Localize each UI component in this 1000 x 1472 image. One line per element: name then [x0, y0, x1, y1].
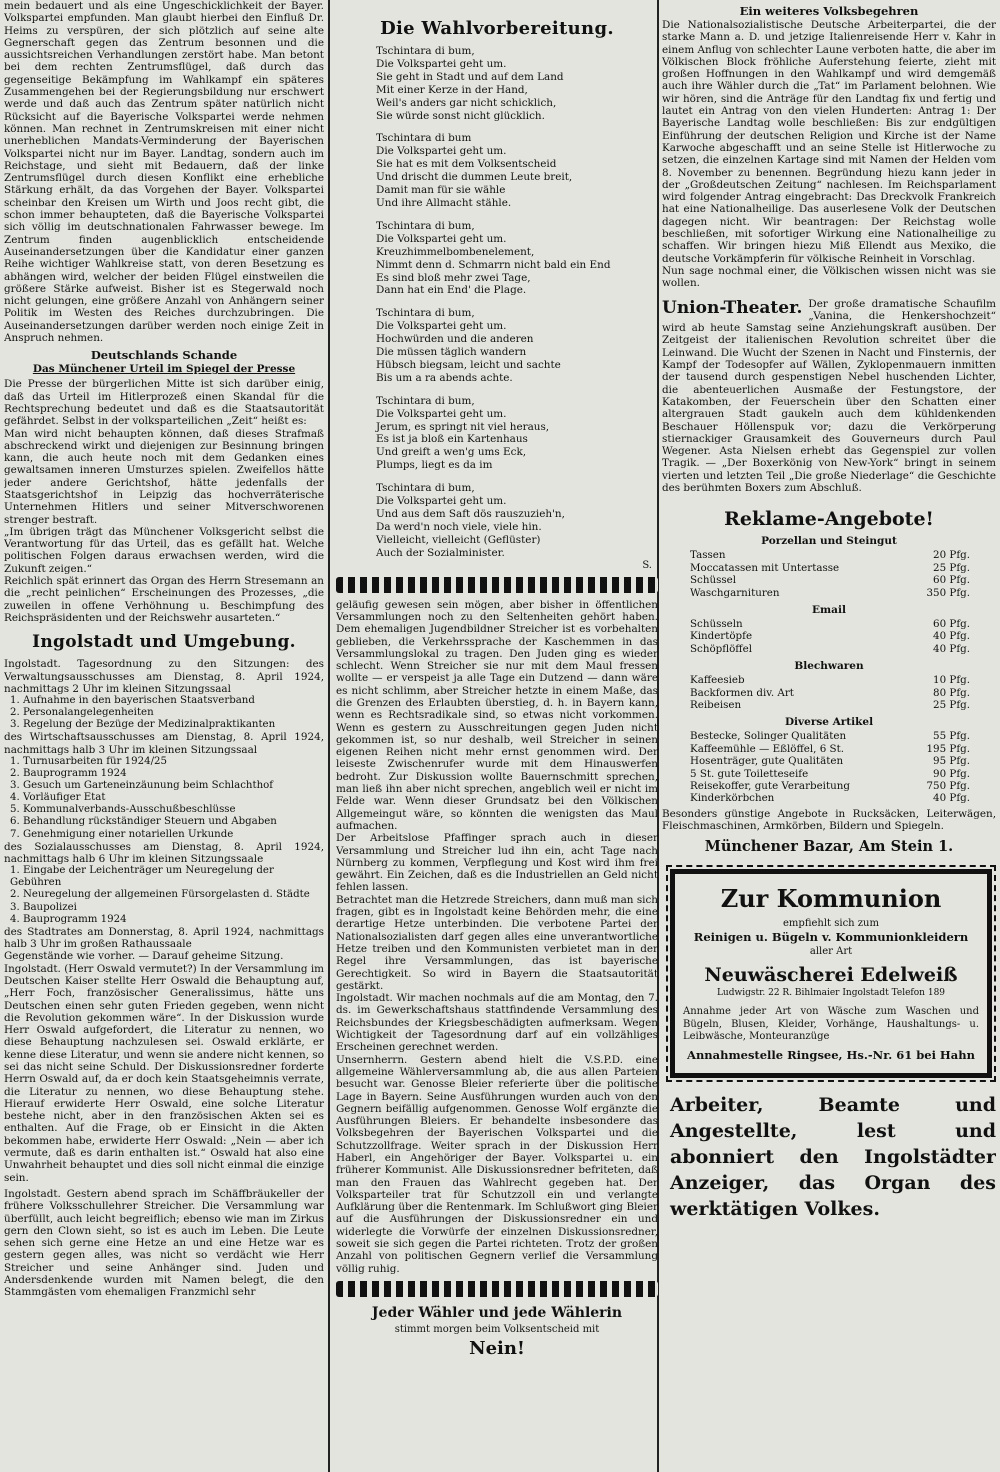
item-price: 40 Pfg. [933, 642, 970, 655]
item-name: Tassen [690, 549, 726, 562]
poem-line: Die Volkspartei geht um. [376, 495, 507, 508]
poem-line: Die Volkspartei geht um. [376, 57, 507, 70]
agenda-intro: des Wirtschaftsausschusses am Dienstag, 8. April 1924, nachmittags halb 3 Uhr im kleinen Sitzungssaal [4, 731, 324, 756]
item-name: 5 St. gute Toiletteseife [690, 767, 809, 780]
paragraph: Die Presse der bürgerlichen Mitte ist sich darüber einig, daß das Urteil im Hitlerprozeß einen Skandal für die Rechtsprechung bedeutet und daß es die Staatsautorität gefährdet. Selbst in der volksparteilichen „Zeit“ heißt es: [4, 378, 324, 428]
poem-line: Und aus dem Saft dös rauszuzieh'n, [376, 508, 565, 520]
poem-line: Nimmt denn d. Schmarrn nicht bald ein End [376, 258, 611, 271]
poem-line: Auch der Sozialminister. [376, 546, 505, 559]
item-name: Backformen div. Art [690, 686, 794, 699]
ad-item [662, 643, 996, 655]
item-price: 10 Pfg. [933, 674, 970, 687]
poem-line: Und greift a wen'g ums Eck, [376, 446, 527, 459]
poem-line: Tschintara di bum [376, 132, 472, 145]
poem-line: Tschintara di bum, [376, 45, 475, 57]
vote-call-line: Jeder Wähler und jede Wählerin [371, 1304, 623, 1321]
agenda-item: 2. Neuregelung der allgemeinen Fürsorgelasten d. Städte [10, 889, 310, 901]
poem-line: Dann hat ein End' die Plage. [376, 284, 527, 297]
section-title-schande: Deutschlands Schande [90, 348, 238, 363]
poem-line: Damit man für sie wähle [376, 184, 506, 197]
item-name: Kaffeemühle — Eßlöffel, 6 St. [690, 742, 845, 755]
paragraph-oswald: Ingolstadt. (Herr Oswald vermutet?) In der Versammlung im Deutschen Kaiser stellte Herr Oswald die Behauptung auf, „Herr Foch, französischer Generalissimus, hätte uns Deutschen einen sehr guten Frieden gegeben, wenn nicht die Revolution gekommen wäre“. In der Diskussion wurde Herr Oswald aufgefordert, die Literatur zu nennen, wo diese Behauptung nachzulesen sei. Oswald erklärte, er kenne diese Literatur, und wenn sie andere nicht kennen, so sei das nicht seine Schuld. Der Diskussionsredner forderte Herrn Oswald auf, da er doch kein Staatsgeheimnis verrate, die Literatur zu nennen, wo diese Behauptung stehe. Hierauf erwiderte Herr Oswald, eine solche Literatur bestehe nicht, aber in den französischen Akten sei es enthalten. Auf die Frage, ob er Einsicht in die Akten bekommen habe, erwiderte Herr Oswald: „Nein — aber ich vermute, daß es darin enthalten ist.“ Oswald hat also eine Unwahrheit behauptet und dies soll nicht einmal die einzige sein. [4, 962, 324, 1184]
item-name: Kinderkörbchen [690, 792, 775, 805]
ornament-divider [336, 577, 658, 593]
vote-call-line: stimmt morgen beim Volksentscheid mit [394, 1323, 600, 1335]
item-price: 90 Pfg. [933, 767, 970, 780]
ad-kommunion [670, 869, 992, 1078]
poem-line: Tschintara di bum, [376, 394, 475, 407]
ad-category: Diverse Artikel [784, 716, 874, 729]
agenda-item: 2. Personalangelegenheiten [10, 707, 154, 719]
poem-line: Tschintara di bum, [376, 307, 475, 320]
poem-line: Die Volkspartei geht um. [376, 145, 507, 158]
theater-name: Union-Theater. [662, 297, 803, 318]
item-name: Kindertöpfe [690, 630, 753, 643]
ad-item [662, 549, 996, 561]
item-price: 40 Pfg. [933, 792, 970, 805]
ad-item [662, 574, 996, 586]
poem-line: Tschintara di bum, [376, 482, 475, 495]
ad-annahme: Annahmestelle Ringsee, Hs.-Nr. 61 bei Hahn [687, 1047, 975, 1062]
poem-line: Es ist ja bloß ein Kartenhaus [376, 433, 528, 446]
item-name: Reibeisen [690, 698, 742, 711]
item-name: Moccatassen mit Untertasse [690, 561, 840, 574]
poem-line: Es sind bloß mehr zwei Tage, [376, 271, 531, 284]
item-price: 40 Pfg. [933, 630, 970, 643]
ad-item [662, 562, 996, 574]
agenda-item: 3. Gesuch um Garteneinzäunung beim Schlachthof [10, 780, 274, 792]
article-intro: mein bedauert und als eine Ungeschicklichkeit der Bayer. Volkspartei empfunden. Man glaubt hierbei den Einfluß Dr. Heims zu verspüren, der sich plötzlich auf seine alte Gegnerschaft gegen das Zentrum besonnen und die aussichtsreichen Verhandlungen zerstört habe. Man betont bei dem rechten Zentrumsflügel, daß durch das gegenseitige Bekämpfung im Wahlkampf ein späteres Zusammengehen bei der Regierungsbildung nur erschwert werde und daß auch das Zentrum später natürlich nicht Rücksicht auf die Bayerische Volkspartei werde nehmen können. Man rechnet in Zentrumskreisen mit einer nicht unerheblichen Mandats-Verminderung der Bayerischen Volkspartei nicht nur im Bayer. Landtag, sondern auch im Reichstage, und sieht mit Bedauern, daß der linke Zentrumsflügel durch diesen Konflikt eine erhebliche Stärkung erhält, da das Vorgehen der Bayer. Volkspartei scheinbar den Kreisen um Wirth und Joos recht gibt, die schon immer behaupteten, daß die Bayerische Volkspartei sich völlig im deutschnationalen Fahrwasser bewege. Im Zentrum finden augenblicklich entscheidende Auseinandersetzungen über die Kandidatur einer ganzen Reihe wichtiger Wahlkreise statt, von deren Besetzung es abhängen wird, welcher der beiden Flügel einstweilen die größere Stärke aufweist. Bisher ist es Stegerwald noch nicht gelungen, eine größere Anzahl von Anhängern seiner Politik im Westen des Reiches durchzubringen. Die Auseinandersetzungen darüber werden noch einige Zeit in Anspruch nehmen. [4, 0, 324, 345]
poem-line: Tschintara di bum, [376, 219, 475, 232]
ad-note: Besonders günstige Angebote in Rucksäcken, Leiterwägen, Fleischmaschinen, Armkörben, Bildern und Spiegeln. [662, 807, 996, 833]
agenda-item: 1. Aufnahme in den bayerischen Staatsverband [10, 695, 255, 707]
section-title-volksbegehren: Ein weiteres Volksbegehren [739, 4, 919, 18]
ad-text: Annahme jeder Art von Wäsche zum Waschen und Bügeln, Blusen, Kleider, Vorhänge, Haushaltungs- u. Leibwäsche, Monteuranzüge [683, 1006, 979, 1043]
poem-line: Jerum, es springt nit viel heraus, [376, 420, 550, 433]
agenda-intro: des Stadtrates am Donnerstag, 8. April 1924, nachmittags halb 3 Uhr im großen Rathaussaale [4, 925, 324, 951]
agenda-item: 4. Bauprogramm 1924 [10, 913, 127, 925]
ad-item [662, 755, 996, 767]
ad-subscribe: Arbeiter, Beamte und Angestellte, lest und abonniert den Ingolstädter Anzeiger, das Organ des werktätigen Volkes. [670, 1093, 996, 1220]
poem-line: Plumps, liegt es da im [376, 459, 493, 472]
agenda-item: 7. Genehmigung einer notariellen Urkunde [10, 828, 234, 840]
agenda-item: 3. Baupolizei [10, 901, 77, 913]
poem-line: Die müssen täglich wandern [376, 346, 527, 359]
ad-line: empfiehlt sich zum [783, 918, 879, 930]
agenda-item: 1. Eingabe der Leichenträger um Neuregelung der Gebühren [10, 865, 274, 889]
poem-line: Und ihre Allmacht stähle. [376, 196, 512, 209]
paragraph: Reichlich spät erinnert das Organ des Herrn Stresemann an die „recht peinlichen“ Erscheinungen des Prozesses, „die zuweilen in offene Verhöhnung u. Beschimpfung des Reichspräsidenten und der Reichswehr ausarteten.“ [4, 575, 324, 624]
agenda-item: 3. Regelung der Bezüge der Medizinalpraktikanten [10, 719, 276, 731]
column-left [4, 0, 324, 1472]
column-rule [328, 0, 330, 1472]
poem-signature: S. [642, 559, 652, 571]
ad-line: Reinigen u. Bügeln v. Kommunionkleidern [693, 930, 969, 945]
item-price: 55 Pfg. [933, 730, 970, 743]
poem-line: Die Volkspartei geht um. [376, 320, 507, 333]
poem-line: Hübsch biegsam, leicht und sachte [376, 358, 561, 371]
ad-business-name: Neuwäscherei Edelweiß [704, 964, 958, 987]
paragraph: „Im übrigen trägt das Münchener Volksgericht selbst die Verantwortung für das Urteil, das es gefällt hat. Welche politischen Folgen daraus erwachsen werden, wird die Zukunft zeigen.“ [4, 525, 324, 575]
agenda-item: 4. Vorläufiger Etat [10, 792, 106, 804]
item-name: Schöpflöffel [690, 642, 753, 655]
ad-category: Porzellan und Steingut [761, 535, 897, 548]
agenda-intro: Ingolstadt. Tagesordnung zu den Sitzungen: des Verwaltungsausschusses am Dienstag, 8. April 1924, nachmittags 2 Uhr im kleinen Sitzungssaal [4, 658, 324, 695]
paragraph: Die Nationalsozialistische Deutsche Arbeiterpartei, die der starke Mann a. D. und jetzige Italienreisende Herr v. Kahr in einem Anflug von schlechter Laune verboten hatte, die aber im Völkischen Block fröhliche Auferstehung feierte, zieht mit großen Hoffnungen in den Wahlkampf und wird demgemäß auch ihre Wähler durch die „Tat“ im Parlament belohnen. Wie wir hören, sind die Anträge für den Landtag fix und fertig und lautet ein Antrag von den vielen Hunderten: Antrag 1: Der Bayerische Landtag wolle beschließen: Bis zur endgültigen Einführung der deutschen Religion und Kirche ist der Name Karwoche abgeschafft und an seine Stelle ist Hitlerwoche zu setzen, die einzelnen Kartage sind mit Namen der Helden vom 8. November zu benennen. Begründung hiezu kann jeder in der „Großdeutschen Zeitung“ nachlesen. Im Reichsparlament wird folgender Antrag eingebracht: Das Dreckvolk Frankreich hat eine Nationalheilige. Das auserlesene Volk der Deutschen dagegen nicht. Wir beantragen: Der Reichstag wolle beschließen, mit sofortiger Wirkung eine Nationalheilige zu schaffen. Wir bringen hiezu Miß Ellendt aus Mexiko, die deutsche Vorkämpferin für völkische Reinheit in Vorschlag. [662, 19, 996, 265]
paragraph-streicher: Ingolstadt. Gestern abend sprach im Schäffbräukeller der frühere Volksschullehrer Streicher. Die Versammlung war überfüllt, auch leicht begreiflich; ebenso wie man im Zirkus gern den Clown sieht, so ist es auch im Leben. Die Leute sehen sich gerne eine Hetze an und eine Hetze war es gestern gegen alles, was nicht so verdächt wie Herr Streicher und seine Anhänger sind. Juden und Andersdenkende wurden mit Namen belegt, die den Stammgästen vom ehemaligen Franzmichl sehr [4, 1187, 324, 1299]
paragraph: Der Arbeitslose Pfaffinger sprach auch in dieser Versammlung und Streicher lud ihn ein, acht Tage nach Nürnberg zu kommen, Verpflegung und Kost wird ihm frei gewährt. Ein Zeichen, daß es die Industriellen an Geld nicht fehlen lassen. [336, 832, 658, 894]
column-middle [336, 0, 658, 1472]
section-subtitle-schande: Das Münchener Urteil im Spiegel der Presse [32, 363, 296, 376]
ad-category: Blechwaren [794, 660, 864, 673]
poem-stanza [376, 307, 658, 384]
poem-line: Mit einer Kerze in der Hand, [376, 83, 528, 96]
paragraph: geläufig gewesen sein mögen, aber bisher in öffentlichen Versammlungen noch zu den Seltenheiten gehört haben. Dem ehemaligen Jugendbildner Streicher ist es vorbehalten geblieben, die Verkehrssprache der Kaschemmen in das Versammlungslokal zu tragen. Den Juden ging es wieder schlecht. Wenn Streicher sie nur mit dem Maul fressen wollte — er verspeist ja alle Tage ein Dutzend — dann wäre es nicht schlimm, aber Streicher hetzte in einem Maße, das die Grenzen des Erlaubten überstieg, d. h. in Bayern kann, wenn es Rechtsradikale sind, so etwas nicht vorkommen. Wenn es gestern zu Ausschreitungen gegen Juden nicht gekommen ist, so nur deshalb, weil Streicher in seinen eigenen Reihen nicht mehr ernst genommen wird. Der leiseste Zwischenrufer wurde mit dem Hinauswerfen bedroht. Zur Diskussion wollte Bauernschmitt sprechen, man ließ ihn aber nicht sprechen, angeblich weil er nicht im Felde war. Wenn dieser Grundsatz bei den Völkischen Allgemeingut wäre, so könnten die wenigsten das Maul aufmachen. [336, 598, 658, 832]
poem-line: Sie geht in Stadt und auf dem Land [376, 70, 564, 83]
theater-notice [662, 298, 996, 495]
ad-item [662, 730, 996, 742]
agenda-item: 2. Bauprogramm 1924 [10, 768, 127, 780]
column-right [662, 0, 996, 1472]
ad-category: Email [812, 603, 846, 616]
poem-line: Weil's anders gar nicht schicklich, [376, 96, 557, 109]
ad-item [662, 687, 996, 699]
paragraph: Betrachtet man die Hetzrede Streichers, dann muß man sich fragen, gibt es in Ingolstadt keine Behörden mehr, die eine derartige Hetze unterbinden. Die verbotene Partei der Nationalsozialisten darf gegen alles eine unverantwortliche Hetze treiben und den Kommunisten verbietet man in der Regel ihre Versammlungen, das ist bayerische Gerechtigkeit. So wird in Bayern die Staatsautorität gestärkt. [336, 893, 658, 992]
item-name: Kaffeesieb [690, 674, 745, 687]
ad-item [662, 780, 996, 792]
item-price: 25 Pfg. [933, 561, 970, 574]
item-name: Waschgarnituren [690, 586, 780, 599]
poem-stanza [376, 220, 658, 297]
poem-line: Vielleicht, vielleicht (Geflüster) [376, 533, 541, 546]
poem-stanza [376, 395, 658, 472]
item-price: 60 Pfg. [933, 617, 970, 630]
paragraph: Unsernherrn. Gestern abend hielt die V.S.P.D. eine allgemeine Wählerversammlung ab, die aus allen Parteien besucht war. Genosse Bleier referierte über die politische Lage in Bayern. Seine Ausführungen wurden auch von den Gegnern beifällig aufgenommen. Genosse Wolf ergänzte die Ausführungen Bleiers. Er behandelte insbesondere das Volksbegehren der Bayerischen Volkspartei und die Schutzzollfrage. Weiter sprach in der Diskussion Herr Haberl, ein Angehöriger der Bayer. Volkspartei u. ein früherer Kommunist. Alle Diskussionsredner befriteten, daß man den Frauen das Wahlrecht gegeben hat. Der Volksparteiler trat für Schutzzoll ein und verlangte Aufklärung über die Rentenmark. Im Schlußwort ging Bleier auf die Ausführungen der Diskussionsredner ein und widerlegte die Vorwürfe der einzelnen Diskussionsredner, soweit sie sich gegen die Partei richteten. Trotz der großen Anzahl von politischen Gegnern verlief die Versammlung völlig ruhig. [336, 1053, 658, 1275]
vote-call-line: Nein! [469, 1337, 525, 1359]
theater-text: Der große dramatische Schaufilm „Vanina, die Henkershochzeit“ wird ab heute Samstag seine Anziehungskraft ausüben. Der Zeitgeist der italienischen Revolution schreitet über die Leinwand. Die Wucht der Szenen in Nacht und Finsternis, der Kampf der Todesopfer auf Wällen, Zyklopenmauern inmitten der tausend durch gespenstigen Nebel huschenden Lichter, die abenteuerlichen Ausmaße der Festungstore, der Katakomben, der Feuerschein über den Schatten einer altergrauen Stadt gaukeln auch dem kühldenkenden Beschauer Höllenspuk vor; dazu die Verkörperung stiernackiger Grausamkeit des Gouverneurs durch Paul Wegener. Asta Nielsen erhebt das Gegenspiel zur vollen Tragik. — „Der Boxerkönig von New-York“ bringt in seinem vierten und letzten Teil „Die große Niederlage“ die Geschichte des berühmten Boxers zum Abschluß. [662, 297, 996, 494]
ad-reklame [662, 508, 996, 855]
poem-stanza [376, 45, 658, 122]
agenda-note: Gegenstände wie vorher. — Darauf geheime Sitzung. [4, 950, 284, 963]
ad-address: Ludwigstr. 22 R. Bihlmaier Ingolstadt Telefon 189 [716, 988, 946, 999]
poem-line: Bis um a ra abends achte. [376, 371, 513, 384]
section-title-ingolstadt: Ingolstadt und Umgebung. [32, 632, 296, 653]
poem-line: Die Volkspartei geht um. [376, 407, 507, 420]
item-price: 80 Pfg. [933, 686, 970, 699]
item-price: 95 Pfg. [933, 755, 970, 768]
poem-stanza [376, 132, 658, 209]
poem-stanza [376, 482, 658, 559]
item-name: Reisekoffer, gute Verarbeitung [690, 779, 850, 792]
ad-title: Zur Kommunion [720, 884, 942, 914]
ad-item [662, 630, 996, 642]
poem-line: Und drischt die dummen Leute breit, [376, 171, 573, 184]
poem-title: Die Wahlvorbereitung. [380, 18, 614, 39]
paragraph: Nun sage nochmal einer, die Völkischen wissen nicht was sie wollen. [662, 264, 996, 290]
ad-item [662, 743, 996, 755]
paragraph: Man wird nicht behaupten können, daß dieses Strafmaß abschreckend wirkt und diejenigen zur Besinnung bringen kann, die auch heute noch mit dem Gedanken eines gewaltsamen inneren Umsturzes spielen. Zweifellos hätte jeder andere Gerichtshof, hätte jedenfalls der Staatsgerichtshof in Leipzig das hochverräterische Unternehmen Hitlers und seiner Mitverschworenen strenger bestraft. [4, 427, 324, 526]
ad-line: aller Art [809, 946, 853, 958]
agenda-item: 1. Turnusarbeiten für 1924/25 [10, 756, 167, 768]
ad-item [662, 768, 996, 780]
ad-item [662, 792, 996, 804]
vote-call [336, 1305, 658, 1359]
item-name: Bestecke, Solinger Qualitäten [690, 730, 847, 743]
ad-item [662, 618, 996, 630]
item-price: 20 Pfg. [933, 549, 970, 562]
item-price: 350 Pfg. [926, 586, 970, 599]
poem-line: Hochwürden und die anderen [376, 333, 534, 346]
ad-title: Reklame-Angebote! [724, 508, 934, 531]
ad-item [662, 587, 996, 599]
item-price: 195 Pfg. [926, 742, 970, 755]
poem-line: Die Volkspartei geht um. [376, 232, 507, 245]
agenda-intro: des Sozialausschusses am Dienstag, 8. April 1924, nachmittags halb 6 Uhr im kleinen Sitzungssaale [4, 840, 324, 865]
poem-line: Sie würde sonst nicht glücklich. [376, 109, 545, 122]
item-name: Schüssel [690, 574, 737, 587]
ad-item [662, 699, 996, 711]
agenda-item: 5. Kommunalverbands-Ausschußbeschlüsse [10, 804, 236, 816]
agenda-item: 6. Behandlung rückständiger Steuern und Abgaben [10, 816, 277, 828]
item-price: 25 Pfg. [933, 698, 970, 711]
poem-line: Sie hat es mit dem Volksentscheid [376, 158, 557, 171]
ornament-divider [336, 1281, 658, 1297]
paragraph: Ingolstadt. Wir machen nochmals auf die am Montag, den 7. ds. im Gewerkschaftshaus stattfindende Versammlung des Reichsbundes der Kriegsbeschädigten aufmerksam. Wegen Wichtigkeit der Tagesordnung darf auf ein vollzähliges Erscheinen gerechnet werden. [336, 992, 658, 1054]
item-price: 750 Pfg. [926, 779, 970, 792]
poem-line: Kreuzhimmelbombenelement, [376, 245, 535, 258]
item-name: Hosenträger, gute Qualitäten [690, 755, 844, 768]
poem-line: Da werd'n noch viele, viele hin. [376, 520, 542, 533]
ad-item [662, 674, 996, 686]
ad-footer: Münchener Bazar, Am Stein 1. [704, 838, 954, 856]
item-name: Schüsseln [690, 617, 743, 630]
item-price: 60 Pfg. [933, 574, 970, 587]
